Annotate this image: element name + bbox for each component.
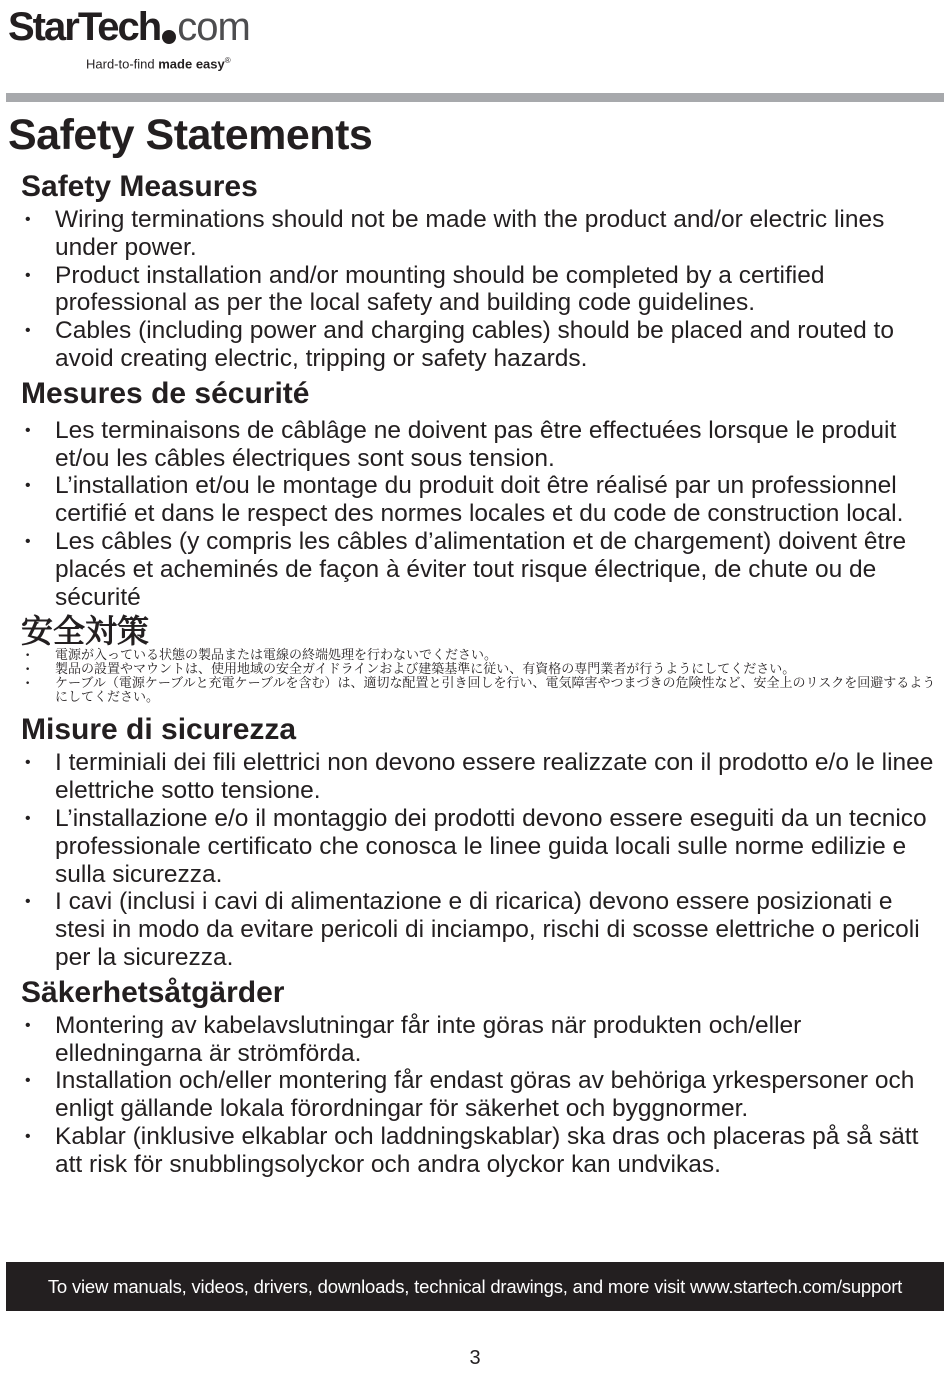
- tagline-light: Hard-to-find: [86, 56, 159, 72]
- bullet-list: [8, 1012, 946, 1179]
- section-italian: [8, 711, 946, 971]
- logo-dot-icon: [162, 30, 176, 44]
- section-heading: Misure di sicurezza: [21, 713, 297, 747]
- list-item: • Wiring terminations should not be made with the product and/or electric lines under power.: [21, 206, 946, 262]
- section-english: [8, 168, 946, 373]
- list-item: • Montering av kabelavslutningar får inte göras när produkten och/eller elledningarna är strömförda.: [21, 1012, 946, 1068]
- header-rule: [6, 93, 944, 102]
- list-item: • Kablar (inklusive elkablar och laddningskablar) ska dras och placeras på så sätt att risk för snubblingsolyckor och andra olyckor kan undvikas.: [21, 1123, 946, 1179]
- startech-logo: [8, 4, 248, 76]
- bullet-list: [8, 749, 946, 971]
- section-heading: Säkerhetsåtgärder: [21, 975, 285, 1009]
- tagline-bold: made easy: [158, 56, 225, 72]
- list-item: • 製品の設置やマウントは、使用地域の安全ガイドラインおよび建築基準に従い、有資格の専門業者が行うようにしてください。: [21, 663, 946, 677]
- section-japanese: [8, 613, 946, 705]
- section-swedish: [8, 974, 946, 1179]
- registered-mark: ®: [224, 56, 231, 65]
- section-heading: Mesures de sécurité: [21, 376, 310, 410]
- logo-tagline: [86, 56, 231, 71]
- bullet-list: [8, 417, 946, 612]
- bullet-list: [8, 206, 946, 373]
- support-footer-bar: To view manuals, videos, drivers, downloads, technical drawings, and more visit www.startech.com/support: [6, 1262, 944, 1311]
- list-item: • Cables (including power and charging cables) should be placed and routed to avoid creating electric, tripping or safety hazards.: [21, 317, 946, 373]
- section-heading: 安全対策: [21, 612, 150, 651]
- logo-brand: StarTech: [8, 5, 161, 49]
- page-title: Safety Statements: [8, 111, 373, 159]
- section-heading: Safety Measures: [21, 170, 258, 203]
- section-french: [8, 375, 946, 612]
- list-item: • L’installation et/ou le montage du produit doit être réalisé par un professionnel certifié et dans le respect des normes locales et du code de construction local.: [21, 472, 946, 528]
- logo-domain: com: [177, 5, 250, 49]
- list-item: • I cavi (inclusi i cavi di alimentazione e di ricarica) devono essere posizionati e stesi in modo da evitare pericoli di inciampo, rischi di scosse elettriche o pericoli per la sicurezza.: [21, 888, 946, 971]
- logo-wordmark: [8, 4, 250, 50]
- list-item: • Les terminaisons de câblâge ne doivent pas être effectuées lorsque le produit et/ou les câbles électriques sont sous tension.: [21, 417, 946, 473]
- page-number: 3: [469, 1347, 481, 1369]
- bullet-list: [8, 649, 946, 705]
- list-item: • Les câbles (y compris les câbles d’alimentation et de chargement) doivent être placés et acheminés de façon à éviter tout risque électrique, de chute ou de sécurité: [21, 528, 946, 611]
- list-item: • Product installation and/or mounting should be completed by a certified professional as per the local safety and building code guidelines.: [21, 262, 946, 318]
- list-item: • 電源が入っている状態の製品または電線の終端処理を行わないでください。: [21, 649, 946, 663]
- list-item: • Installation och/eller montering får endast göras av behöriga yrkespersoner och enligt gällande lokala förordningar för säkerhet och byggnormer.: [21, 1067, 946, 1123]
- list-item: • ケーブル（電源ケーブルと充電ケーブルを含む）は、適切な配置と引き回しを行い、電気障害やつまづきの危険性など、安全上のリスクを回避するようにしてください。: [21, 677, 946, 705]
- list-item: • I terminiali dei fili elettrici non devono essere realizzate con il prodotto e/o le linee elettriche sotto tensione.: [21, 749, 946, 805]
- list-item: • L’installazione e/o il montaggio dei prodotti devono essere eseguiti da un tecnico professionale certificato che conosca le linee guida locali sulle norme edilizie e sulla sicurezza.: [21, 805, 946, 888]
- page-content: [8, 108, 946, 1181]
